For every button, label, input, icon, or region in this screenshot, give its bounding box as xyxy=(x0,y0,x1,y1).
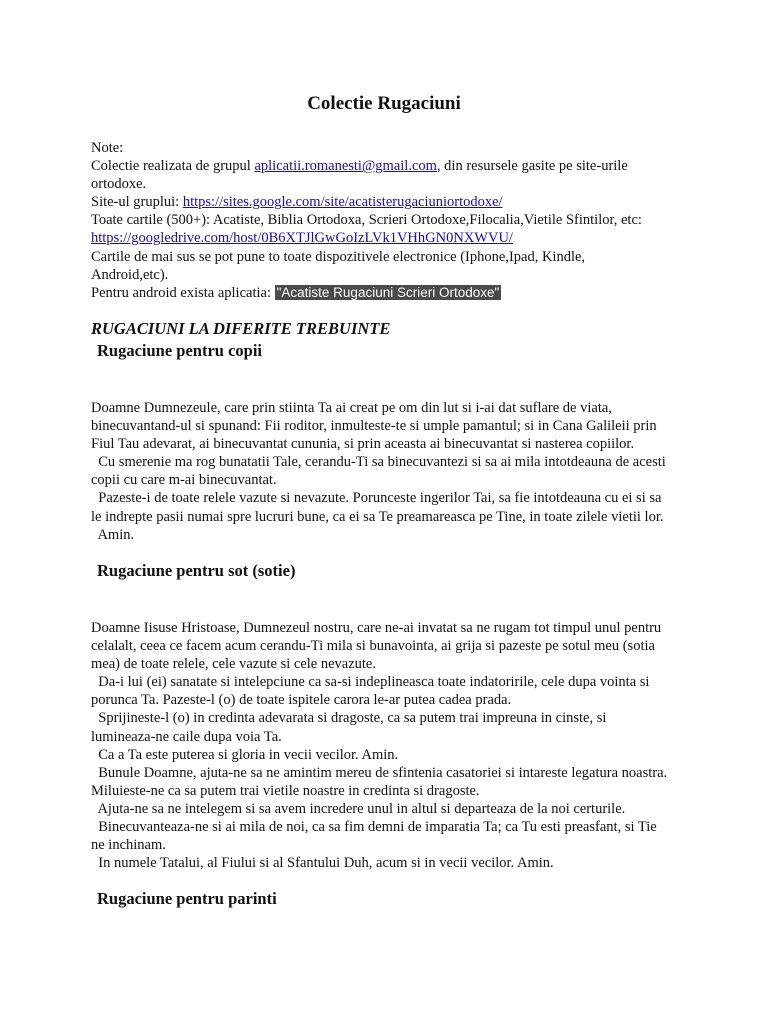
section-title: RUGACIUNI LA DIFERITE TREBUINTE xyxy=(91,319,391,338)
notes-text: Site-ul gruplui: xyxy=(91,194,183,211)
prayer-title: Rugaciune pentru copii xyxy=(97,341,263,360)
prayer-line: copii cu care m-ai binecuvantat. xyxy=(91,472,277,489)
prayer-line: Da-i lui (ei) sanatate si intelepciune ca sa-si indeplineasca toate indatoririle, cele dupa vointa si xyxy=(91,674,650,691)
prayer-line: Bunule Doamne, ajuta-ne sa ne amintim mereu de sfintenia casatoriei si intareste legatura noastra. xyxy=(91,764,668,781)
notes-line-drive xyxy=(91,229,691,247)
prayer-line: porunca Ta. Pazeste-l (o) de toate ispitele carora le-ar putea cadea prada. xyxy=(91,692,512,709)
prayer-title: Rugaciune pentru parinti xyxy=(97,889,277,908)
prayer-line: Ajuta-ne sa ne intelegem si sa avem incredere unul in altul si departeaza de la noi certurile. xyxy=(91,800,626,817)
prayer-body xyxy=(91,619,691,872)
notes-label: Note: xyxy=(91,140,124,156)
notes-text: , din resursele gasite pe site-urile xyxy=(436,158,628,175)
notes-block xyxy=(91,139,691,302)
prayer-line: Miluieste-ne ca sa putem trai vietile noastre in credinta si dragoste. xyxy=(91,782,480,799)
prayer-line: Sprijineste-l (o) in credinta adevarata si dragoste, ca sa putem trai impreuna in cinste, si xyxy=(91,710,607,727)
prayer-line: celalalt, ceea ce facem acum cerandu-Ti mila si bunavointa, ai grija si pazeste pe sotul meu (sotia xyxy=(91,638,655,655)
notes-text: ortodoxe. xyxy=(91,176,147,193)
prayer-line: Fiul Tau adevarat, ai binecuvantat cununia, si prin aceasta ai binecuvantat si nasterea copiilor. xyxy=(91,436,635,453)
document-title: Colectie Rugaciuni xyxy=(307,93,461,114)
prayer-line: Doamne Iisuse Hristoase, Dumnezeul nostru, care ne-ai invatat sa ne rugam tot timpul unul pentru xyxy=(91,620,662,636)
notes-text: Toate cartile (500+): Acatiste, Biblia Ortodoxa, Scrieri Ortodoxe,Filocalia,Vietile Sfintilor, etc: xyxy=(91,212,642,229)
prayer-line: Amin. xyxy=(91,526,135,543)
prayer-line: Pazeste-i de toate relele vazute si nevazute. Porunceste ingerilor Tai, sa fie intotdeauna cu ei si sa xyxy=(91,490,662,507)
prayer-line: Doamne Dumnezeule, care prin stiinta Ta ai creat pe om din lut si i-ai dat suflare de viata, xyxy=(91,400,612,416)
prayer-title: Rugaciune pentru sot (sotie) xyxy=(97,561,296,580)
notes-text: Colectie realizata de grupul xyxy=(91,158,255,175)
notes-line-group xyxy=(91,157,691,175)
prayer-line: Ca a Ta este puterea si gloria in vecii vecilor. Amin. xyxy=(91,746,399,763)
prayer-line: mea) de toate relele, cele vazute si cele nevazute. xyxy=(91,656,376,673)
drive-link[interactable]: https://googledrive.com/host/0B6XTJlGwGoIzLVk1VHhGN0NXWVU/ xyxy=(91,230,513,247)
notes-line-site xyxy=(91,193,691,211)
email-link[interactable]: aplicatii.romanesti@gmail.com xyxy=(254,158,437,175)
site-link[interactable]: https://sites.google.com/site/acatisterugaciuniortodoxe/ xyxy=(182,194,503,211)
prayer-line: Binecuvanteaza-ne si ai mila de noi, ca sa fim demni de imparatia Ta; ca Tu esti preasfant, si Tie xyxy=(91,819,657,836)
notes-text: Android,etc). xyxy=(91,266,169,283)
prayer-line: ne inchinam. xyxy=(91,837,166,854)
prayer-body xyxy=(91,399,691,544)
notes-text: Pentru android exista aplicatia: xyxy=(91,284,275,301)
app-name-highlight: "Acatiste Rugaciuni Scrieri Ortodoxe" xyxy=(276,284,500,300)
prayer-line: binecuvantand-ul si spunand: Fii roditor, inmulteste-te si umple pamantul; si in Cana Galileii prin xyxy=(91,418,657,435)
notes-line-app xyxy=(91,284,691,302)
prayer-line: le indrepte pasii numai spre lucruri bune, ca ei sa Te preamareasca pe Tine, in toate zilele vietii lor. xyxy=(91,508,664,525)
prayer-line: Cu smerenie ma rog bunatatii Tale, cerandu-Ti sa binecuvantezi si sa ai mila intotdeauna de acesti xyxy=(91,454,666,471)
prayer-line: lumineaza-ne caile dupa voia Ta. xyxy=(91,728,282,745)
notes-text: Cartile de mai sus se pot pune to toate dispozitivele electronice (Iphone,Ipad, Kindle, xyxy=(91,248,586,265)
prayer-line: In numele Tatalui, al Fiului si al Sfantului Duh, acum si in vecii vecilor. Amin. xyxy=(91,855,554,872)
